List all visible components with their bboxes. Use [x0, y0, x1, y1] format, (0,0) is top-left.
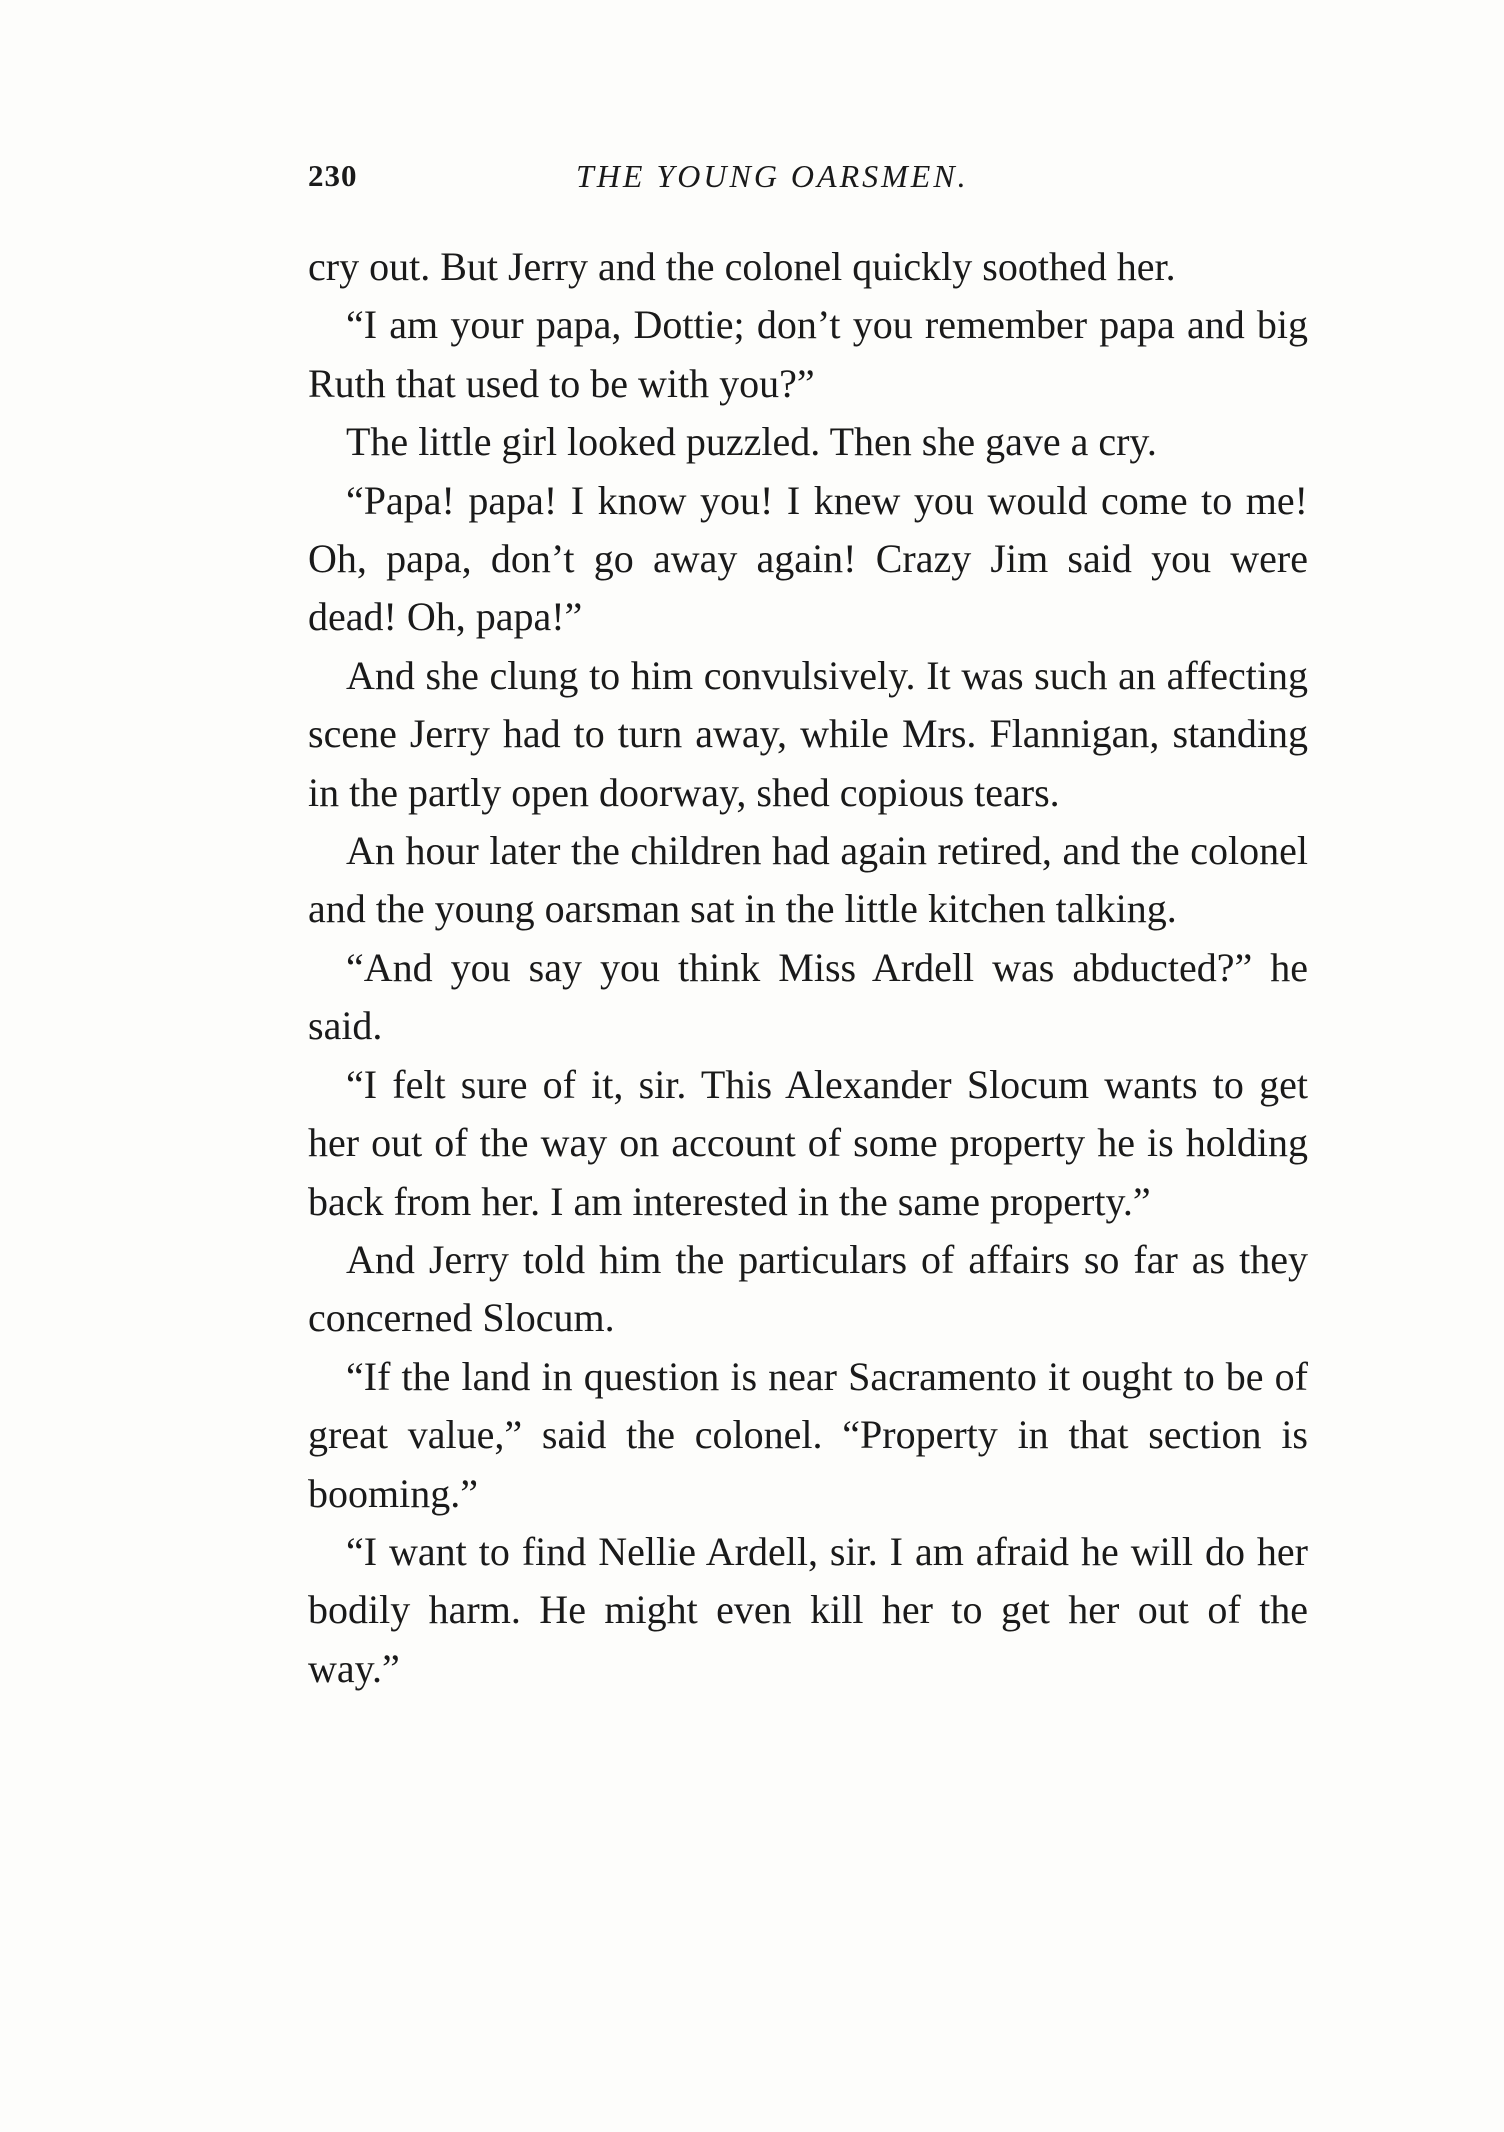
- paragraph: “I felt sure of it, sir. This Alexander Slocum wants to get her out of the way on account of some property he is holding back from her. I am interested in the same property.”: [308, 1061, 1308, 1224]
- paragraph: And she clung to him convulsively. It was such an affecting scene Jerry had to turn away, while Mrs. Flannigan, standing in the partly open doorway, shed copious tears.: [308, 652, 1308, 815]
- running-head: [308, 158, 1308, 208]
- paragraph: cry out. But Jerry and the colonel quickly soothed her.: [308, 244, 1176, 289]
- paragraph: An hour later the children had again retired, and the colonel and the young oarsman sat in the little kitchen talking.: [308, 828, 1308, 932]
- paragraph: “Papa! papa! I know you! I knew you would come to me! Oh, papa, don’t go away again! Crazy Jim said you were dead! Oh, papa!”: [308, 477, 1308, 640]
- paragraph: The little girl looked puzzled. Then she gave a cry.: [346, 419, 1157, 465]
- body-text: [308, 238, 1308, 1698]
- paragraph: “I am your papa, Dottie; don’t you remember papa and big Ruth that used to be with you?”: [308, 302, 1308, 406]
- paragraph: “I want to find Nellie Ardell, sir. I am afraid he will do her bodily harm. He might even kill her to get her out of the way.”: [308, 1528, 1308, 1691]
- paragraph: And Jerry told him the particulars of affairs so far as they concerned Slocum.: [308, 1236, 1308, 1341]
- page-number: 230: [308, 158, 358, 193]
- paragraph: “If the land in question is near Sacramento it ought to be of great value,” said the colonel. “Property in that section is booming.”: [308, 1353, 1308, 1516]
- running-title: THE YOUNG OARSMEN.: [576, 158, 969, 194]
- paragraph: “And you say you think Miss Ardell was abducted?” he said.: [308, 944, 1308, 1049]
